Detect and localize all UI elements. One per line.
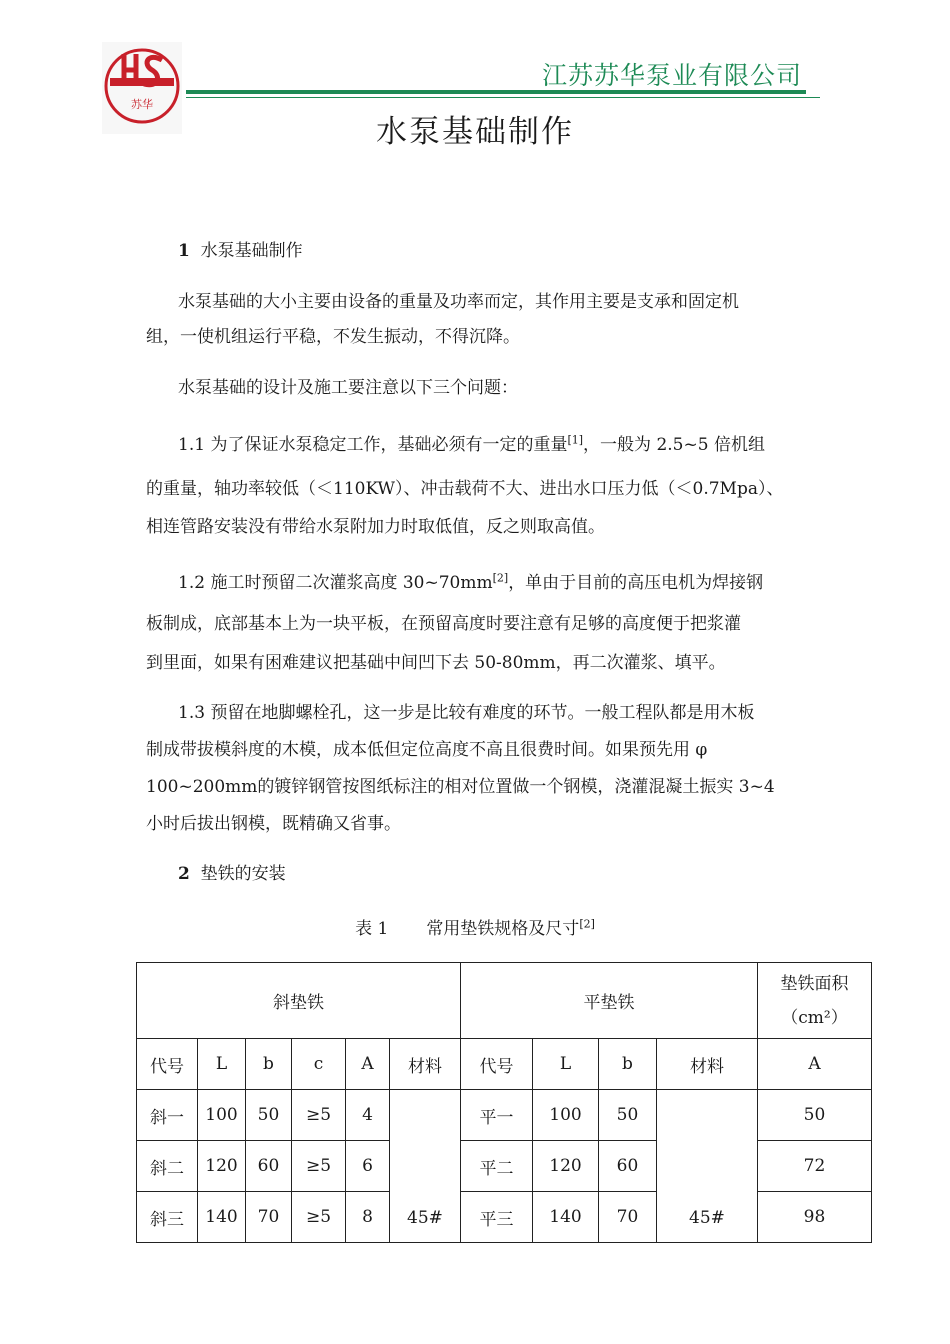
table-cell: 4 [346,1090,390,1141]
table-cell: ≥5 [292,1192,346,1243]
table-header-row [137,963,872,1039]
table-cell: 50 [758,1090,872,1141]
header-cell: L [533,1039,599,1090]
svg-text:苏华: 苏华 [131,98,153,111]
paragraph-line: 水泵基础的大小主要由设备的重量及功率而定，其作用主要是支承和固定机 [178,292,739,312]
table-cell: 8 [346,1192,390,1243]
header-cell: c [292,1039,346,1090]
document-title: 水泵基础制作 [376,114,574,150]
table-cell: 平一 [461,1090,533,1141]
table-cell: 60 [246,1141,292,1192]
paragraph-line: 相连管路安装没有带给水泵附加力时取低值，反之则取高值。 [146,517,605,537]
paragraph-line: 的重量，轴功率较低（＜110KW）、冲击载荷不大、进出水口压力低（＜0.7Mpa）、 [146,479,784,499]
material-cell: 45# [390,1090,461,1243]
table-cell: 斜三 [137,1192,198,1243]
paragraph-line: 水泵基础的设计及施工要注意以下三个问题： [178,378,518,398]
reference-marker: [1] [567,433,584,447]
table-cell: 70 [599,1192,657,1243]
header-cell: 垫铁面积 （cm²） [758,963,872,1039]
table-row [137,1141,872,1192]
table-cell: 140 [198,1192,246,1243]
material-cell: 45# [657,1090,758,1243]
company-name: 江苏苏华泵业有限公司 [541,61,802,90]
paragraph-line: 1.1 为了保证水泵稳定工作，基础必须有一定的重量[1]，一般为 2.5~5 倍机组 [178,433,765,455]
table-cell: 72 [758,1141,872,1192]
table-cell: 平三 [461,1192,533,1243]
header-cell: b [246,1039,292,1090]
reference-marker: [2] [492,571,509,585]
header-cell: A [346,1039,390,1090]
table-cell: 平二 [461,1141,533,1192]
paragraph-line: 100~200mm的镀锌钢管按图纸标注的相对位置做一个钢模，浇灌混凝土振实 3~4 [146,777,775,797]
header-cell: 代号 [137,1039,198,1090]
header-cell: 材料 [657,1039,758,1090]
paragraph-line: 到里面，如果有困难建议把基础中间凹下去 50-80mm，再二次灌浆、填平。 [146,653,726,673]
table-cell: 60 [599,1141,657,1192]
shim-spec-table [136,962,872,1243]
table-cell: 6 [346,1141,390,1192]
table-cell: 50 [246,1090,292,1141]
header-cell: 斜垫铁 [137,963,461,1039]
header-rule [186,90,806,94]
header-cell: 材料 [390,1039,461,1090]
paragraph-line: 1.2 施工时预留二次灌浆高度 30~70mm[2]，单由于目前的高压电机为焊接钢 [178,571,764,593]
paragraph-line: 制成带拔模斜度的木模，成本低但定位高度不高且很费时间。如果预先用 φ [146,740,708,760]
table-cell: 120 [533,1141,599,1192]
paragraph-line: 小时后拔出钢模，既精确又省事。 [146,814,401,834]
table-cell: 100 [198,1090,246,1141]
table-cell: 斜二 [137,1141,198,1192]
header-cell: b [599,1039,657,1090]
header-cell: 代号 [461,1039,533,1090]
table-cell: ≥5 [292,1090,346,1141]
table-cell: 50 [599,1090,657,1141]
table-cell: 100 [533,1090,599,1141]
header-rule-thin [186,97,820,98]
header-cell: A [758,1039,872,1090]
section-heading: 2 垫铁的安装 [178,864,286,884]
table-header-row [137,1039,872,1090]
paragraph-line: 1.3 预留在地脚螺栓孔，这一步是比较有难度的环节。一般工程队都是用木板 [178,703,755,723]
header-cell: L [198,1039,246,1090]
header-cell: 平垫铁 [461,963,758,1039]
table-row [137,1192,872,1243]
table-cell: 140 [533,1192,599,1243]
table-cell: ≥5 [292,1141,346,1192]
table-cell: 斜一 [137,1090,198,1141]
paragraph-line: 组，一使机组运行平稳，不发生振动，不得沉降。 [146,327,520,347]
table-row [137,1090,872,1141]
section-heading: 1 水泵基础制作 [178,241,303,261]
table-caption: 表 1 常用垫铁规格及尺寸[2] [355,917,595,939]
table-cell: 70 [246,1192,292,1243]
table-cell: 120 [198,1141,246,1192]
table-cell: 98 [758,1192,872,1243]
paragraph-line: 板制成，底部基本上为一块平板，在预留高度时要注意有足够的高度便于把浆灌 [146,614,741,634]
